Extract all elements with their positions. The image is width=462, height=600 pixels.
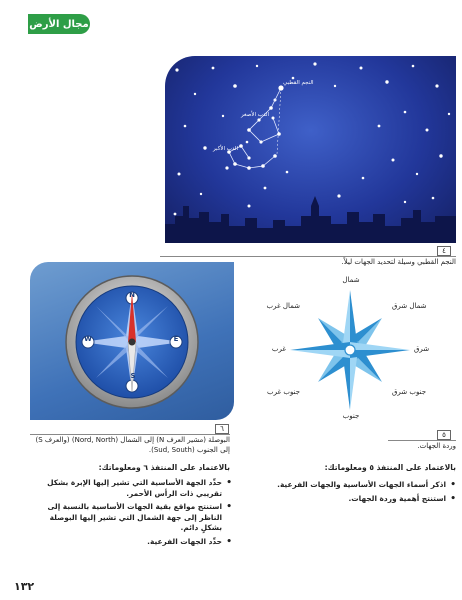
intro-left: بالاعتماد على المنتفذ ٦ ومعلوماتك: bbox=[98, 463, 230, 472]
bullet-item: • استنتج مواقع بقية الجهات الأساسية بالنسبة إلى الناظر إلى جهة الشمال التي تشير إليها البوصلة بشكلٍ دائم. bbox=[36, 502, 232, 534]
caption-5-number: ٥ bbox=[437, 430, 451, 440]
page-number: ١٣٢ bbox=[14, 580, 35, 593]
intro-right: بالاعتماد على المنتفذ ٥ ومعلوماتك: bbox=[324, 463, 456, 472]
rose-label-north: شمال bbox=[342, 276, 360, 284]
rose-label-nw: شمال غرب bbox=[266, 302, 300, 310]
caption-6-rule bbox=[30, 434, 230, 435]
night-sky-image bbox=[165, 56, 456, 243]
bullet-item: • اذكر أسماء الجهات الأساسية والجهات الفرعية. bbox=[256, 480, 456, 491]
rose-label-ne: شمال شرق bbox=[392, 302, 427, 310]
bullet-item: • استنتج أهمية وردة الجهات. bbox=[256, 494, 456, 505]
compass-letter-w: W bbox=[84, 335, 92, 343]
compass-image bbox=[30, 262, 234, 420]
bullet-item: • حدِّد الجهات الفرعية. bbox=[36, 537, 232, 548]
rose-label-west: غرب bbox=[271, 345, 286, 353]
caption-4-rule bbox=[160, 256, 456, 257]
rose-label-sw: جنوب غرب bbox=[267, 388, 300, 396]
compass-svg bbox=[30, 262, 234, 420]
bullet-item: • حدِّد الجهة الأساسية التي تشير إليها الإبرة بشكل تقريبي ذات الرأس الأحمر. bbox=[36, 478, 232, 499]
caption-4-number: ٤ bbox=[437, 246, 451, 256]
wind-rose-figure bbox=[242, 276, 458, 424]
bullets-left bbox=[36, 478, 232, 550]
sky-label-big-dipper: الدب الأكبر bbox=[213, 146, 238, 152]
rose-center bbox=[345, 345, 355, 355]
sky-label-polaris: النجم القطبي bbox=[283, 80, 314, 86]
caption-5-rule bbox=[388, 440, 456, 441]
sky-label-little-dipper: الدب الأصغر bbox=[241, 112, 270, 118]
rose-label-south: جنوب bbox=[342, 412, 360, 420]
caption-6-number: ٦ bbox=[215, 424, 229, 434]
caption-5-text: وردة الجهات. bbox=[417, 442, 456, 450]
city-skyline bbox=[165, 196, 456, 243]
rose-label-east: شرق bbox=[414, 345, 430, 353]
bullets-right bbox=[256, 480, 456, 507]
needle-pivot bbox=[129, 339, 136, 346]
compass-letter-e: E bbox=[173, 335, 179, 343]
rose-label-se: جنوب شرق bbox=[392, 388, 427, 396]
chapter-title: مجال الأرض bbox=[29, 18, 89, 30]
chapter-tab bbox=[28, 14, 90, 34]
pointer-line bbox=[277, 88, 281, 154]
caption-6-text: البوصلة (مشير العرف N) إلى الشمال (Nord, North) (والعرف S) إلى الجنوب (Sud, South). bbox=[35, 436, 230, 454]
compass-letter-n: N bbox=[129, 291, 135, 299]
compass-letter-s: S bbox=[130, 372, 136, 380]
caption-4-text: النجم القطبي وسيلة لتحديد الجهات ليلاً. bbox=[341, 258, 456, 266]
